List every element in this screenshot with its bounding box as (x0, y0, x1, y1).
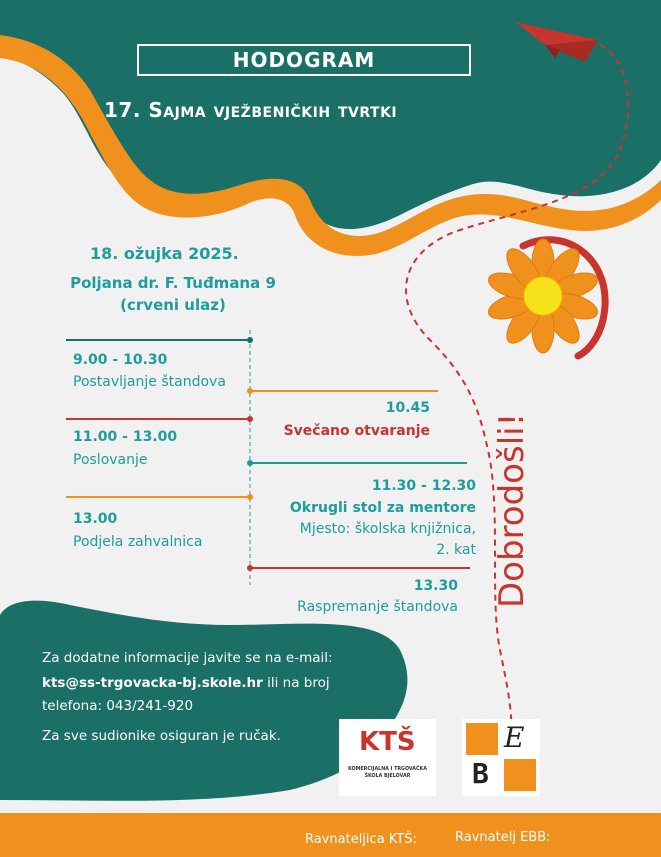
schedule-desc-3: Poslovanje (73, 452, 148, 468)
schedule-desc-5: Podjela zahvalnica (73, 534, 203, 550)
ebb-square-1 (466, 723, 498, 755)
info-line4: Za sve sudionike osiguran je ručak. (42, 728, 281, 744)
ebb-square-2 (504, 759, 536, 791)
schedule-location-4b: 2. kat (436, 542, 476, 558)
info-line2 (42, 675, 330, 691)
ebb-letter-b: B (472, 757, 489, 790)
schedule-time-2: 10.45 (385, 400, 430, 416)
schedule-time-6: 13.30 (413, 578, 458, 594)
signature-kts: Ravnateljica KTŠ: (305, 832, 417, 847)
flower-icon (485, 239, 605, 356)
schedule-time-1: 9.00 - 10.30 (73, 352, 168, 368)
schedule-desc-1: Postavljanje štandova (73, 374, 226, 390)
schedule-time-5: 13.00 (73, 511, 118, 527)
page-title: HODOGRAM (137, 44, 471, 76)
contact-email[interactable]: kts@ss-trgovacka-bj.skole.hr (42, 675, 263, 691)
info-after-email: ili na broj (262, 675, 330, 691)
schedule-location-4: Mjesto: školska knjižnica, (299, 521, 476, 537)
event-date: 18. ožujka 2025. (90, 244, 239, 263)
address-line1: Poljana dr. F. Tuđmana 9 (70, 274, 276, 292)
page-subtitle: 17. Sajma vježbeničkih tvrtki (104, 98, 398, 122)
kts-logo (339, 719, 436, 796)
schedule-time-4: 11.30 - 12.30 (371, 478, 476, 494)
schedule-time-3: 11.00 - 13.00 (73, 429, 178, 445)
info-line1: Za dodatne informacije javite se na e-mail: (42, 650, 333, 666)
ebb-logo (462, 719, 540, 796)
schedule-desc-4: Okrugli stol za mentore (289, 500, 476, 516)
event-address (60, 272, 286, 316)
welcome-text: Dobrodošli! (492, 412, 532, 608)
ebb-letter-e: E (504, 721, 525, 754)
kts-caption-2: ŠKOLA BJELOVAR (364, 774, 411, 779)
kts-caption-1: KOMERCIJALNA I TRGOVAČKA (348, 767, 427, 772)
address-line2: (crveni ulaz) (120, 296, 226, 314)
kts-logo-text: KTŠ (359, 727, 416, 757)
signature-ebb: Ravnatelj EBB: (455, 830, 551, 845)
schedule-desc-6: Raspremanje štandova (297, 599, 458, 615)
info-line3: telefona: 043/241-920 (42, 698, 194, 714)
schedule-desc-2: Svečano otvaranje (283, 423, 430, 439)
